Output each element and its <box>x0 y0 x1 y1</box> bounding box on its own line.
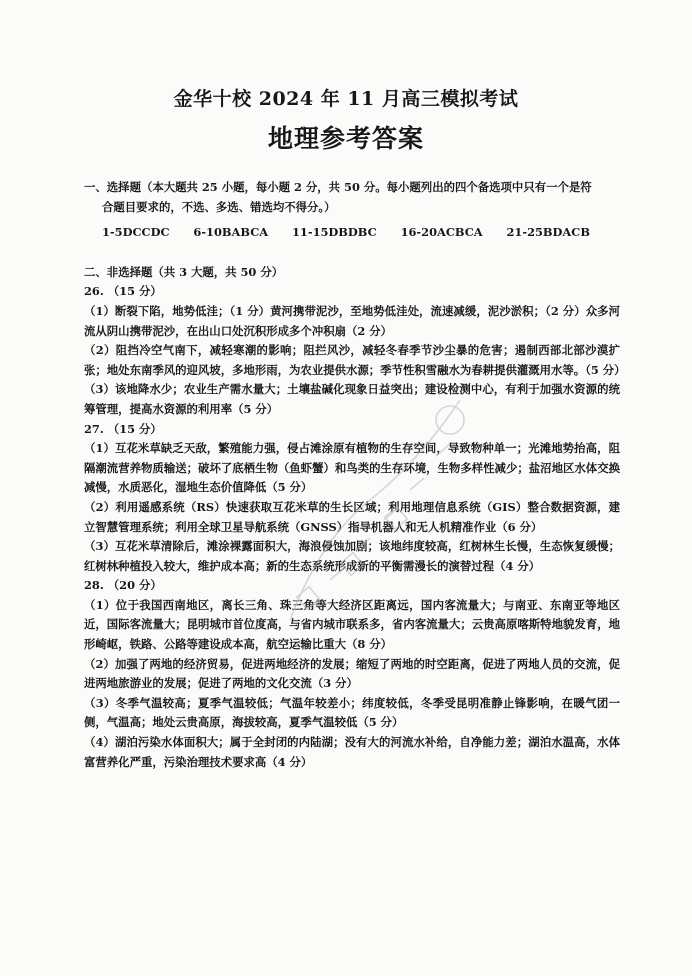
exam-title: 金华十校 2024 年 11 月高三模拟考试 <box>173 88 519 110</box>
answer-group-1: 1-5DCCDC <box>102 225 170 240</box>
section1-heading-continued: 合题目要求的，不选、多选、错选均不得分。） <box>102 199 336 214</box>
q26-part-3: （3）该地降水少；农业生产需水量大；土壤盐碱化现象日益突出；建设检测中心，有利于加强水资源的统筹管理，提高水资源的利用率（5 分） <box>84 382 620 416</box>
q27-part-3: （3）互花米草清除后，滩涂裸露面积大，海浪侵蚀加剧；该地纬度较高，红树林生长慢，生态恢复缓慢；红树林种植投入较大，维护成本高；新的生态系统形成新的平衡需漫长的演替过程（4 分） <box>84 539 620 573</box>
q28-part-2: （2）加强了两地的经济贸易，促进两地经济的发展；缩短了两地的时空距离，促进了两地人员的交流，促进两地旅游业的发展；促进了两地的文化交流（3 分） <box>84 656 620 691</box>
choice-answers <box>84 223 620 243</box>
q28-part-4: （4）湖泊污染水体面积大；属于全封闭的内陆湖；没有大的河流水补给，自净能力差；湖泊水温高，水体富营养化严重，污染治理技术要求高（4 分） <box>84 735 620 769</box>
answer-key-title: 地理参考答案 <box>267 124 424 153</box>
q27-part-1: （1）互花米草缺乏天敌，繁殖能力强，侵占滩涂原有植物的生存空间，导致物种单一；光滩地势抬高，阻隔潮流营养物质输送；破坏了底栖生物（鱼虾蟹）和鸟类的生存环境，生物多样性减少；盐沼地区水体交换减慢，水质恶化，湿地生态价值降低（5 分） <box>84 441 620 495</box>
q26-part-2: （2）阻挡冷空气南下，减轻寒潮的影响；阻拦风沙，减轻冬春季节沙尘暴的危害；遏制西部北部沙漠扩张；地处东南季风的迎风坡，多地形雨，为农业提供水源；季节性积雪融水为春耕提供灌溉用水等。（5 分） <box>84 343 626 377</box>
q27-part-2: （2）利用遥感系统（RS）快速获取互花米草的生长区域；利用地理信息系统（GIS）整合数据资源，建立智慧管理系统；利用全球卫星导航系统（GNSS）指导机器人和无人机精准作业（6 分） <box>84 499 620 534</box>
section1-heading: 一、选择题（本大题共 25 小题，每小题 2 分，共 50 分。每小题列出的四个备选项中只有一个是符 <box>84 180 592 194</box>
document-header <box>0 84 692 156</box>
answer-group-4: 16-20ACBCA <box>400 225 483 240</box>
question-27-number: 27. （15 分） <box>84 421 162 436</box>
answer-group-2: 6-10BABCA <box>193 225 269 240</box>
answer-group-5: 21-25BDACB <box>506 225 590 240</box>
q28-part-3: （3）冬季气温较高；夏季气温较低；气温年较差小；纬度较低，冬季受昆明准静止锋影响，在暖气团一侧，气温高；地处云贵高原，海拔较高，夏季气温较低（5 分） <box>84 695 620 730</box>
answer-content <box>84 178 626 772</box>
section2-heading: 二、非选择题（共 3 大题，共 50 分） <box>84 264 284 279</box>
question-26-number: 26. （15 分） <box>84 284 162 299</box>
q28-part-1: （1）位于我国西南地区，离长三角、珠三角等大经济区距离远，国内客流量大；与南亚、东南亚等地区近，国际客流量大；昆明城市首位度高，与省内城市联系多，省内客流量大；云贵高原喀斯特地貌发育，地形崎岖，铁路、公路等建设成本高，航空运输比重大（8 分） <box>84 597 620 652</box>
answer-group-3: 11-15DBDBC <box>291 225 377 240</box>
question-28-number: 28. （20 分） <box>84 578 162 593</box>
q26-part-1: （1）断裂下陷，地势低洼；（1 分）黄河携带泥沙，至地势低洼处，流速减缓，泥沙淤积；（2 分）众多河流从阴山携带泥沙，在出山口处沉积形成多个冲积扇（2 分） <box>84 303 620 338</box>
